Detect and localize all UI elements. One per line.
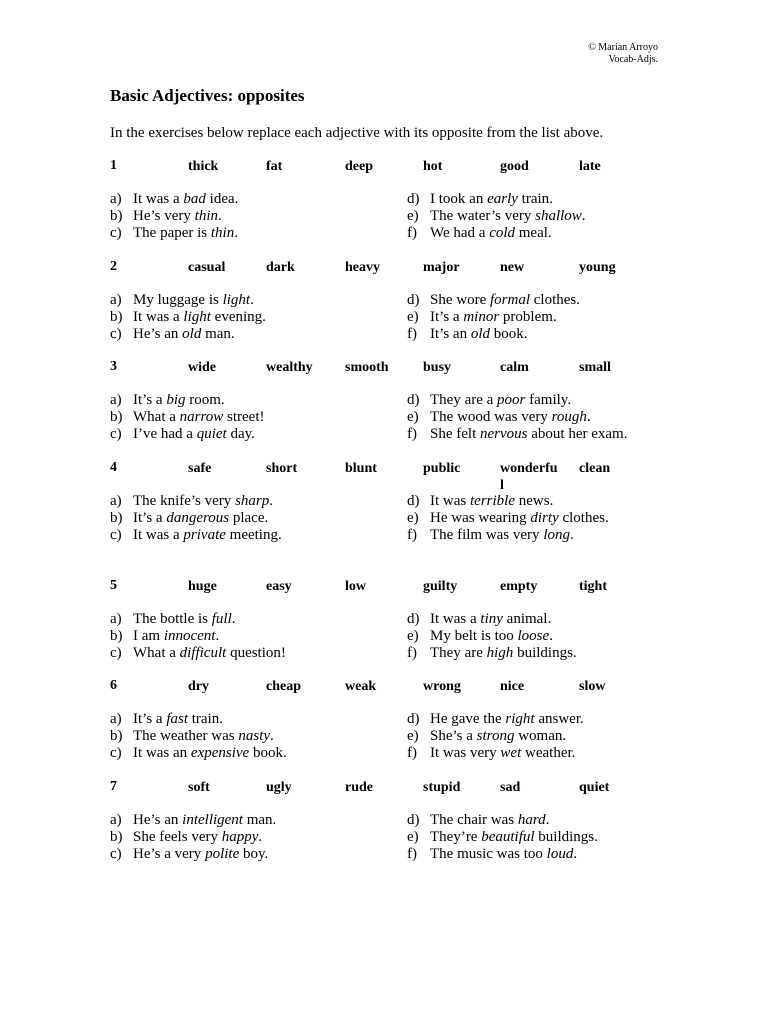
word-option: busy [423, 360, 452, 375]
sentence-text: The weather was nasty. [133, 728, 274, 744]
target-adjective: fast [166, 711, 189, 727]
sentence-text: He was wearing dirty clothes. [430, 510, 609, 526]
exercise-block [110, 678, 670, 761]
word-option: dark [266, 260, 295, 275]
sentence-text: I’ve had a quiet day. [133, 426, 255, 442]
word-list [110, 259, 670, 279]
word-option: major [423, 260, 460, 275]
word-option: wide [188, 360, 216, 375]
target-adjective: poor [497, 392, 526, 408]
target-adjective: tiny [480, 611, 503, 627]
target-adjective: minor [463, 309, 500, 325]
sentence-text: She feels very happy. [133, 829, 263, 845]
sentence-label: c) [110, 846, 122, 862]
sentence-text: They are high buildings. [430, 645, 577, 661]
word-option: low [345, 579, 366, 594]
target-adjective: high [486, 645, 514, 661]
sentence-label: d) [407, 812, 420, 828]
sentence-text: The film was very long. [430, 527, 574, 543]
word-option: wonderful [500, 461, 558, 493]
sentence-text: He’s a very polite boy. [133, 846, 269, 862]
target-adjective: old [182, 326, 202, 342]
instructions: In the exercises below replace each adjective with its opposite from the list above. [110, 125, 604, 141]
sentence-text: The chair was hard. [430, 812, 550, 828]
exercise-number: 4 [110, 460, 117, 475]
word-option: wrong [423, 679, 461, 694]
word-option: heavy [345, 260, 380, 275]
target-adjective: light [222, 292, 251, 308]
target-adjective: polite [205, 846, 240, 862]
word-option: sad [500, 780, 521, 795]
sentence-text: We had a cold meal. [430, 225, 552, 241]
target-adjective: shallow [535, 208, 582, 224]
sentence-label: d) [407, 611, 420, 627]
target-adjective: thin [210, 225, 235, 241]
sentence-label: d) [407, 392, 420, 408]
sentence-label: e) [407, 409, 419, 425]
sentence-text: My belt is too loose. [430, 628, 553, 644]
sentence-label: e) [407, 309, 419, 325]
word-option: fat [266, 159, 283, 174]
target-adjective: beautiful [481, 829, 535, 845]
word-option: dry [188, 679, 209, 694]
exercise-number: 6 [110, 678, 117, 693]
word-option: clean [579, 461, 611, 476]
sentence-text: It was a tiny animal. [430, 611, 552, 627]
word-option: deep [345, 159, 373, 174]
word-option: short [266, 461, 298, 476]
word-list [110, 460, 670, 493]
sentence-text: I am innocent. [133, 628, 220, 644]
sentence-text: It was a light evening. [133, 309, 266, 325]
exercise-block [110, 359, 670, 442]
target-adjective: intelligent [182, 812, 243, 828]
sentence-text: It was a private meeting. [133, 527, 282, 543]
word-option: public [423, 461, 461, 476]
word-option: empty [500, 579, 538, 594]
sentence-label: a) [110, 493, 122, 509]
target-adjective: strong [476, 728, 515, 744]
sentence-label: d) [407, 711, 420, 727]
document-ref: Vocab-Adjs. [608, 54, 658, 65]
word-option: easy [266, 579, 292, 594]
target-adjective: private [183, 527, 226, 543]
target-adjective: innocent [163, 628, 216, 644]
sentence-label: e) [407, 728, 419, 744]
sentence-text: It’s a minor problem. [430, 309, 557, 325]
exercise-block [110, 779, 670, 862]
target-adjective: cold [489, 225, 516, 241]
word-list [110, 158, 670, 178]
exercise-block [110, 460, 670, 543]
sentence-text: They are a poor family. [430, 392, 572, 408]
sentence-text: What a narrow street! [133, 409, 265, 425]
sentence-text: It’s a big room. [133, 392, 225, 408]
target-adjective: happy [221, 829, 259, 845]
word-list [110, 678, 670, 698]
sentence-label: c) [110, 225, 122, 241]
target-adjective: terrible [470, 493, 515, 509]
sentence-label: f) [407, 745, 417, 761]
target-adjective: dangerous [166, 510, 230, 526]
sentence-text: The paper is thin. [133, 225, 238, 241]
word-option: slow [579, 679, 606, 694]
word-list [110, 578, 670, 598]
sentence-text: The bottle is full. [133, 611, 236, 627]
sentence-label: d) [407, 493, 420, 509]
target-adjective: expensive [190, 745, 250, 761]
word-option: calm [500, 360, 529, 375]
target-adjective: loose [517, 628, 550, 644]
sentence-label: a) [110, 812, 122, 828]
exercise-number: 2 [110, 259, 117, 274]
sentence-text: The wood was very rough. [430, 409, 591, 425]
sentence-label: e) [407, 628, 419, 644]
word-list [110, 359, 670, 379]
sentence-label: a) [110, 611, 122, 627]
sentence-label: a) [110, 392, 122, 408]
page-title: Basic Adjectives: opposites [110, 86, 305, 105]
sentence-label: c) [110, 527, 122, 543]
sentence-label: b) [110, 829, 123, 845]
word-option: ugly [266, 780, 292, 795]
sentence-text: The knife’s very sharp. [133, 493, 273, 509]
exercise-block [110, 158, 670, 241]
sentence-label: d) [407, 191, 420, 207]
sentence-text: He’s very thin. [133, 208, 222, 224]
sentence-label: a) [110, 292, 122, 308]
exercise-number: 3 [110, 359, 117, 374]
sentence-label: a) [110, 711, 122, 727]
sentence-text: He’s an old man. [133, 326, 235, 342]
sentence-text: They’re beautiful buildings. [430, 829, 598, 845]
sentence-label: a) [110, 191, 122, 207]
target-adjective: nasty [238, 728, 271, 744]
word-option: tight [579, 579, 607, 594]
target-adjective: nervous [480, 426, 528, 442]
word-option: wealthy [266, 360, 313, 375]
target-adjective: early [487, 191, 518, 207]
sentence-text: What a difficult question! [133, 645, 286, 661]
sentence-label: f) [407, 846, 417, 862]
word-option: small [579, 360, 611, 375]
word-option: young [579, 260, 616, 275]
word-option: cheap [266, 679, 301, 694]
word-option: blunt [345, 461, 377, 476]
word-option: weak [345, 679, 377, 694]
target-adjective: right [505, 711, 535, 727]
word-option: nice [500, 679, 525, 694]
word-option: guilty [423, 579, 458, 594]
target-adjective: full [211, 611, 232, 627]
sentence-label: e) [407, 208, 419, 224]
sentence-text: It was an expensive book. [133, 745, 287, 761]
sentence-text: She’s a strong woman. [430, 728, 567, 744]
target-adjective: bad [183, 191, 206, 207]
target-adjective: difficult [179, 645, 227, 661]
sentence-label: e) [407, 829, 419, 845]
target-adjective: light [183, 309, 211, 325]
word-option: new [500, 260, 525, 275]
sentence-text: She felt nervous about her exam. [430, 426, 628, 442]
target-adjective: loud [546, 846, 574, 862]
target-adjective: big [166, 392, 186, 408]
target-adjective: wet [500, 745, 522, 761]
sentence-text: It was very wet weather. [430, 745, 576, 761]
word-option: stupid [423, 780, 461, 795]
word-option: casual [188, 260, 226, 275]
exercise-number: 1 [110, 158, 117, 173]
word-option: rude [345, 780, 373, 795]
sentence-text: The music was too loud. [430, 846, 578, 862]
sentence-label: b) [110, 628, 123, 644]
sentence-label: b) [110, 309, 123, 325]
word-option: late [579, 159, 601, 174]
target-adjective: narrow [179, 409, 224, 425]
exercise-number: 5 [110, 578, 117, 593]
sentence-text: The water’s very shallow. [430, 208, 586, 224]
sentence-text: I took an early train. [430, 191, 553, 207]
sentence-label: f) [407, 426, 417, 442]
sentence-label: c) [110, 426, 122, 442]
word-list [110, 779, 670, 799]
word-option: soft [188, 780, 210, 795]
sentence-label: c) [110, 326, 122, 342]
sentence-text: It’s a dangerous place. [133, 510, 269, 526]
target-adjective: formal [490, 292, 531, 308]
word-option: good [500, 159, 529, 174]
word-option: huge [188, 579, 217, 594]
target-adjective: hard [517, 812, 546, 828]
word-option: smooth [345, 360, 389, 375]
word-option: quiet [579, 780, 610, 795]
sentence-label: b) [110, 728, 123, 744]
target-adjective: sharp [235, 493, 270, 509]
target-adjective: dirty [530, 510, 559, 526]
header-credit [588, 42, 658, 66]
sentence-text: She wore formal clothes. [430, 292, 581, 308]
exercise-block [110, 578, 670, 661]
sentence-text: My luggage is light. [133, 292, 254, 308]
sentence-label: f) [407, 326, 417, 342]
sentence-label: f) [407, 225, 417, 241]
sentence-text: It’s an old book. [430, 326, 528, 342]
target-adjective: old [470, 326, 490, 342]
copyright-line: © Marian Arroyo [588, 42, 658, 53]
sentence-text: It was a bad idea. [133, 191, 239, 207]
target-adjective: rough [551, 409, 587, 425]
sentence-label: b) [110, 409, 123, 425]
sentence-text: It’s a fast train. [133, 711, 224, 727]
sentence-label: d) [407, 292, 420, 308]
sentence-text: He’s an intelligent man. [133, 812, 277, 828]
word-option: thick [188, 159, 219, 174]
sentence-text: It was terrible news. [430, 493, 554, 509]
sentence-label: c) [110, 645, 122, 661]
sentence-label: e) [407, 510, 419, 526]
sentence-label: b) [110, 208, 123, 224]
word-option: hot [423, 159, 443, 174]
exercise-number: 7 [110, 779, 117, 794]
exercise-block [110, 259, 670, 342]
target-adjective: long [543, 527, 570, 543]
target-adjective: thin [194, 208, 218, 224]
word-option: safe [188, 461, 212, 476]
sentence-label: c) [110, 745, 122, 761]
sentence-text: He gave the right answer. [430, 711, 584, 727]
sentence-label: f) [407, 645, 417, 661]
target-adjective: quiet [196, 426, 227, 442]
sentence-label: f) [407, 527, 417, 543]
sentence-label: b) [110, 510, 123, 526]
